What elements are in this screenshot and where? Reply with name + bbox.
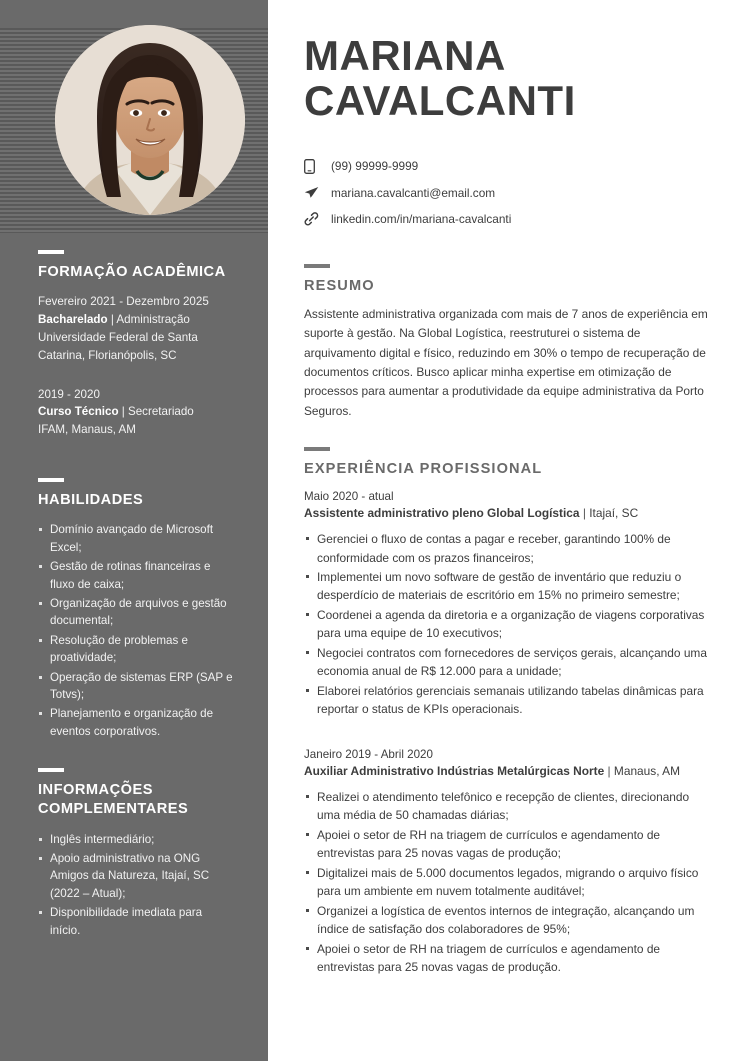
list-item: Implementei um novo software de gestão de inventário que reduziu o desperdício de materiais de escritório em 15% no primeiro semestre; bbox=[304, 568, 708, 605]
linkedin-value: linkedin.com/in/mariana-cavalcanti bbox=[331, 212, 512, 227]
list-item: Organizei a logística de eventos internos de integração, alcançando um índice de satisfação dos colaboradores de 95%; bbox=[304, 902, 708, 939]
first-name: MARIANA bbox=[304, 32, 506, 79]
experience-entry bbox=[304, 746, 708, 977]
education-field: Administração bbox=[116, 313, 190, 327]
section-dash bbox=[304, 447, 330, 451]
list-item: Coordenei a agenda da diretoria e a organização de viagens corporativas para uma equipe de 10 executivos; bbox=[304, 606, 708, 643]
contact-block bbox=[304, 159, 708, 226]
last-name: CAVALCANTI bbox=[304, 76, 576, 124]
section-dash bbox=[38, 250, 64, 254]
profile-photo-image bbox=[55, 25, 245, 215]
contact-linkedin-row[interactable] bbox=[304, 212, 708, 226]
spacer bbox=[304, 238, 708, 264]
education-section bbox=[38, 250, 234, 439]
education-degree-line: Curso Técnico | Secretariado bbox=[38, 405, 194, 419]
list-item: Negociei contratos com fornecedores de serviços gerais, alcançando uma economia anual de R$ 12.000 para a unidade; bbox=[304, 644, 708, 681]
skills-section bbox=[38, 478, 234, 740]
list-item: Digitalizei mais de 5.000 documentos legados, migrando o arquivo físico para um ambiente em nuvem totalmente auditável; bbox=[304, 864, 708, 901]
additional-info-list bbox=[38, 831, 234, 939]
experience-title: EXPERIÊNCIA PROFISSIONAL bbox=[304, 460, 543, 477]
summary-title: RESUMO bbox=[304, 278, 375, 295]
experience-section bbox=[304, 447, 708, 977]
list-item: Realizei o atendimento telefônico e recepção de clientes, direcionando uma média de 50 chamadas diárias; bbox=[304, 788, 708, 825]
spacer bbox=[38, 448, 234, 478]
list-item: Apoio administrativo na ONG Amigos da Natureza, Itajaí, SC (2022 – Atual); bbox=[38, 850, 234, 902]
list-item: Gerenciei o fluxo de contas a pagar e receber, garantindo 100% de conformidade com os prazos financeiros; bbox=[304, 530, 708, 567]
job-separator: | bbox=[607, 764, 611, 779]
spacer bbox=[304, 421, 708, 447]
link-icon bbox=[304, 212, 322, 226]
list-item: Operação de sistemas ERP (SAP e Totvs); bbox=[38, 669, 234, 704]
section-dash bbox=[38, 768, 64, 772]
summary-text: Assistente administrativa organizada com mais de 7 anos de experiência em suporte à gestão. Na Global Logística, reestruturei o sistema de arquivamento digital e físico, reduzindo em 30% o tempo de recuperação de documentos críticos. Busco aplicar minha expertise em otimização de processos para aumentar a produtividade da equipe administrativa da Porto Seguros. bbox=[304, 307, 708, 418]
education-title: FORMAÇÃO ACADÊMICA bbox=[38, 264, 226, 280]
sidebar-content bbox=[0, 250, 268, 941]
list-item: Inglês intermediário; bbox=[38, 831, 234, 848]
experience-entry bbox=[304, 488, 708, 719]
list-item: Resolução de problemas e proatividade; bbox=[38, 632, 234, 667]
phone-icon bbox=[304, 159, 322, 174]
skills-title: HABILIDADES bbox=[38, 492, 144, 509]
education-entry bbox=[38, 386, 234, 440]
list-item: Organização de arquivos e gestão documental; bbox=[38, 595, 234, 630]
list-item: Elaborei relatórios gerenciais semanais utilizando tabelas dinâmicas para reportar o status de KPIs operacionais. bbox=[304, 682, 708, 719]
job-heading bbox=[304, 505, 708, 523]
education-entry bbox=[38, 293, 234, 364]
profile-photo bbox=[55, 25, 245, 215]
job-location: Itajaí, SC bbox=[589, 506, 639, 521]
summary-section bbox=[304, 264, 708, 421]
contact-phone-row[interactable] bbox=[304, 159, 708, 174]
list-item: Planejamento e organização de eventos corporativos. bbox=[38, 705, 234, 740]
spacer bbox=[38, 742, 234, 768]
additional-info-section bbox=[38, 768, 234, 939]
education-degree: Curso Técnico bbox=[38, 405, 119, 419]
list-item: Disponibilidade imediata para início. bbox=[38, 904, 234, 939]
sidebar bbox=[0, 0, 268, 1061]
spacer bbox=[38, 374, 234, 386]
education-degree: Bacharelado bbox=[38, 313, 108, 327]
paper-plane-icon bbox=[304, 186, 322, 199]
job-bullets bbox=[304, 530, 708, 719]
additional-info-title: INFORMAÇÕES COMPLEMENTARES bbox=[38, 782, 189, 818]
phone-value: (99) 99999-9999 bbox=[331, 159, 419, 174]
education-period: Fevereiro 2021 - Dezembro 2025 bbox=[38, 295, 209, 309]
spacer bbox=[304, 724, 708, 746]
education-institution: Universidade Federal de Santa Catarina, Florianópolis, SC bbox=[38, 330, 198, 362]
education-field: Secretariado bbox=[128, 405, 194, 419]
job-bullets bbox=[304, 788, 708, 977]
list-item: Domínio avançado de Microsoft Excel; bbox=[38, 521, 234, 556]
job-location: Manaus, AM bbox=[613, 764, 681, 779]
list-item: Gestão de rotinas financeiras e fluxo de caixa; bbox=[38, 558, 234, 593]
email-value: mariana.cavalcanti@email.com bbox=[331, 185, 496, 200]
job-separator: | bbox=[582, 506, 586, 521]
job-role: Auxiliar Administrativo Indústrias Metalúrgicas Norte bbox=[304, 764, 605, 779]
education-degree-line: Bacharelado | Administração bbox=[38, 313, 190, 327]
main-column bbox=[268, 0, 750, 1061]
section-dash bbox=[38, 478, 64, 482]
page-title bbox=[304, 34, 708, 124]
list-item: Apoiei o setor de RH na triagem de currículos e agendamento de entrevistas para 25 novas vagas de produção. bbox=[304, 940, 708, 977]
job-heading bbox=[304, 763, 708, 781]
job-role: Assistente administrativo pleno Global Logística bbox=[304, 506, 580, 521]
job-period: Maio 2020 - atual bbox=[304, 489, 394, 503]
contact-email-row[interactable] bbox=[304, 186, 708, 200]
job-period: Janeiro 2019 - Abril 2020 bbox=[304, 747, 433, 761]
education-institution: IFAM, Manaus, AM bbox=[38, 423, 136, 437]
education-period: 2019 - 2020 bbox=[38, 387, 100, 401]
skills-list bbox=[38, 521, 234, 740]
section-dash bbox=[304, 264, 330, 268]
list-item: Apoiei o setor de RH na triagem de currículos e agendamento de entrevistas para 25 novas vagas de produção; bbox=[304, 826, 708, 863]
